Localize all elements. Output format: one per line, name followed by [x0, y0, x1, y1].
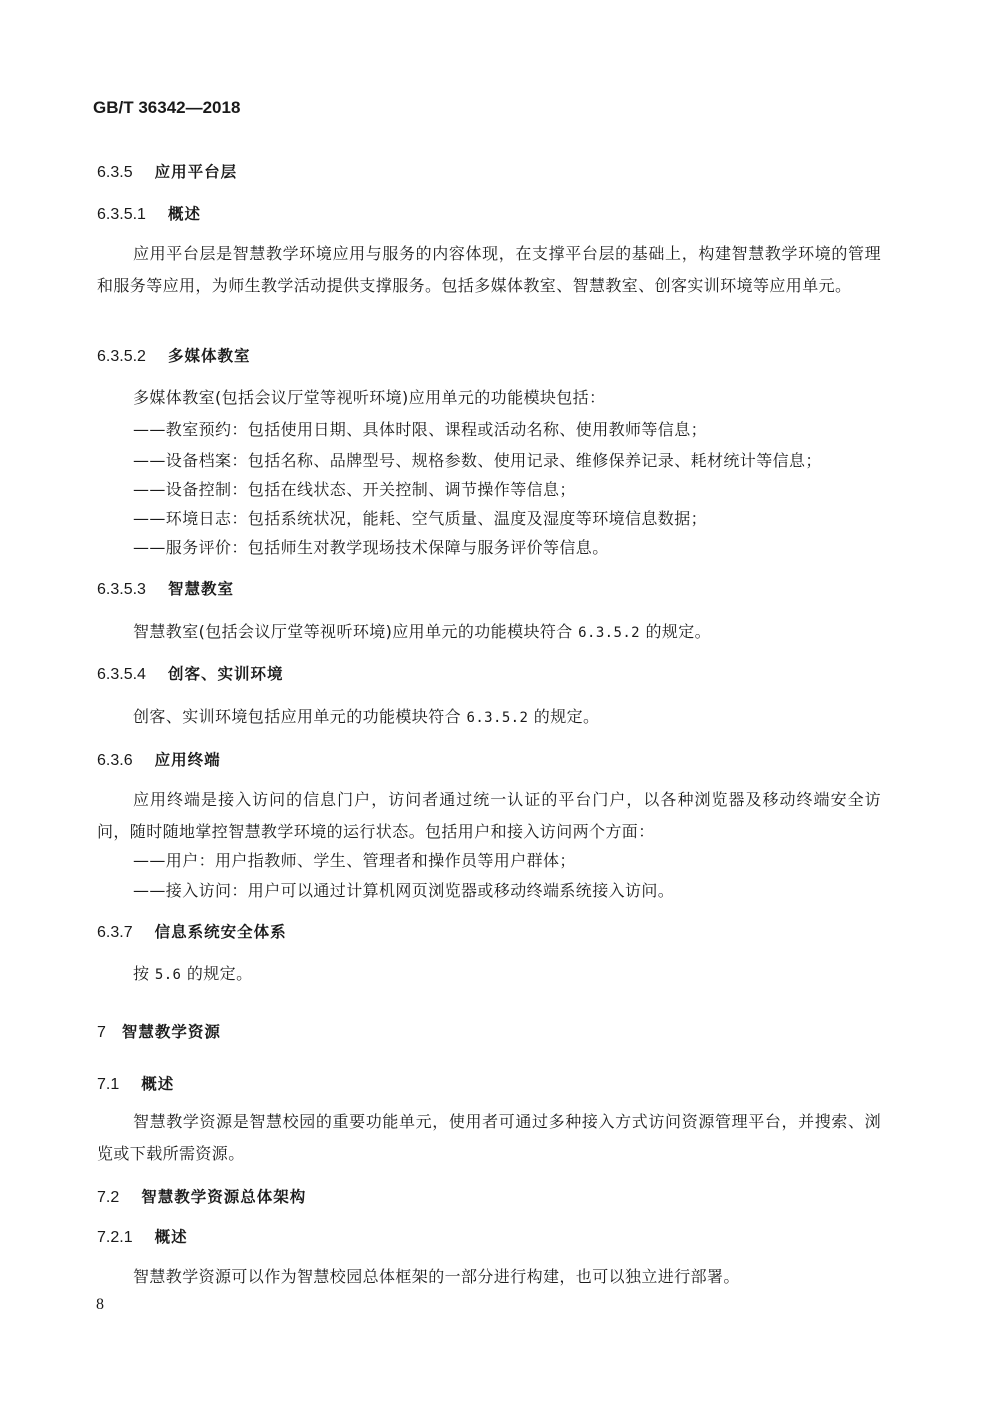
heading-number: 7.2.1	[97, 1229, 133, 1246]
heading-title: 智慧教学资源	[121, 1023, 221, 1041]
list-item: ——环境日志：包括系统状况，能耗、空气质量、温度及湿度等环境信息数据；	[133, 509, 708, 528]
heading-number: 6.3.5.4	[97, 666, 146, 683]
heading-number: 6.3.6	[97, 752, 133, 769]
text: 智慧教室(包括会议厅堂等视听环境)应用单元的功能模块符合	[133, 622, 579, 641]
heading-6-3-5	[97, 160, 237, 182]
heading-title: 概述	[167, 205, 201, 223]
heading-7-1	[97, 1072, 174, 1094]
heading-number: 6.3.7	[97, 924, 133, 941]
list-item: ——教室预约：包括使用日期、具体时限、课程或活动名称、使用教师等信息；	[133, 420, 708, 439]
heading-number: 7.2	[97, 1189, 120, 1206]
text: 按	[133, 964, 155, 983]
heading-6-3-6	[97, 748, 221, 770]
heading-number: 7.1	[97, 1076, 120, 1093]
heading-number: 7	[97, 1024, 106, 1041]
paragraph-6-3-5-2-intro: 多媒体教室(包括会议厅堂等视听环境)应用单元的功能模块包括：	[133, 388, 606, 407]
paragraph-6-3-5-4	[133, 704, 599, 727]
heading-title: 智慧教学资源总体架构	[141, 1188, 307, 1206]
paragraph-7-2-1: 智慧教学资源可以作为智慧校园总体框架的一部分进行构建，也可以独立进行部署。	[133, 1267, 740, 1286]
paragraph-6-3-5-3	[133, 619, 711, 642]
heading-title: 概述	[154, 1228, 188, 1246]
standard-code-header: GB/T 36342—2018	[93, 98, 241, 117]
heading-6-3-7	[97, 920, 287, 942]
list-item: ——设备档案：包括名称、品牌型号、规格参数、使用记录、维修保养记录、耗材统计等信息；	[133, 451, 822, 470]
clause-reference: 6.3.5.2	[466, 710, 529, 726]
heading-number: 6.3.5	[97, 164, 133, 181]
heading-number: 6.3.5.3	[97, 581, 146, 598]
text: 的规定。	[639, 622, 712, 641]
clause-reference: 5.6	[154, 967, 182, 983]
heading-6-3-5-1	[97, 202, 201, 224]
heading-6-3-5-4	[97, 662, 283, 684]
heading-7-2	[97, 1185, 306, 1207]
heading-title: 概述	[141, 1075, 175, 1093]
list-item: ——接入访问：用户可以通过计算机网页浏览器或移动终端系统接入访问。	[133, 881, 675, 900]
heading-6-3-5-2	[97, 344, 250, 366]
heading-title: 多媒体教室	[167, 347, 251, 365]
paragraph-6-3-7	[133, 961, 252, 984]
paragraph-6-3-6: 应用终端是接入访问的信息门户，访问者通过统一认证的平台门户，以各种浏览器及移动终端安全访问，随时随地掌控智慧教学环境的运行状态。包括用户和接入访问两个方面：	[97, 790, 881, 841]
heading-title: 创客、实训环境	[167, 665, 284, 683]
page-number: 8	[96, 1296, 104, 1313]
heading-title: 信息系统安全体系	[154, 923, 287, 941]
heading-number: 6.3.5.1	[97, 206, 146, 223]
text: 的规定。	[181, 964, 253, 983]
heading-6-3-5-3	[97, 577, 234, 599]
list-item: ——服务评价：包括师生对教学现场技术保障与服务评价等信息。	[133, 538, 609, 557]
text: 创客、实训环境包括应用单元的功能模块符合	[133, 707, 467, 726]
list-item: ——用户：用户指教师、学生、管理者和操作员等用户群体；	[133, 851, 576, 870]
heading-title: 应用终端	[154, 751, 221, 769]
text: 的规定。	[528, 707, 600, 726]
paragraph-7-1: 智慧教学资源是智慧校园的重要功能单元，使用者可通过多种接入方式访问资源管理平台，并搜索、浏览或下载所需资源。	[97, 1112, 881, 1163]
heading-7-2-1	[97, 1225, 188, 1247]
heading-title: 应用平台层	[154, 163, 238, 181]
clause-reference: 6.3.5.2	[578, 625, 640, 641]
heading-7	[97, 1020, 221, 1042]
heading-title: 智慧教室	[167, 580, 234, 598]
heading-number: 6.3.5.2	[97, 348, 146, 365]
list-item: ——设备控制：包括在线状态、开关控制、调节操作等信息；	[133, 480, 576, 499]
paragraph-6-3-5-1: 应用平台层是智慧教学环境应用与服务的内容体现，在支撑平台层的基础上，构建智慧教学环境的管理和服务等应用，为师生教学活动提供支撑服务。包括多媒体教室、智慧教室、创客实训环境等应用单元。	[97, 244, 881, 295]
